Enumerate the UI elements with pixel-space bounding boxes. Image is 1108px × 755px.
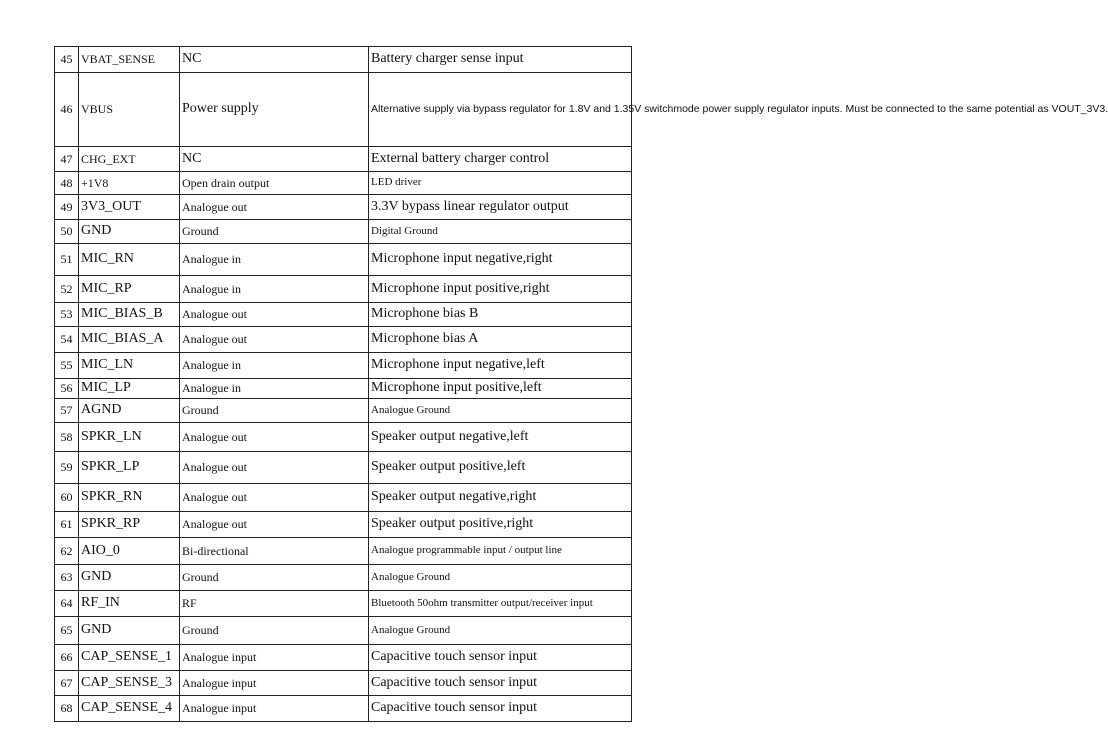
pin-type-cell: Analogue out <box>180 327 369 353</box>
pin-number-cell: 59 <box>55 452 79 484</box>
pin-table-body <box>55 47 1108 722</box>
pin-number-cell: 66 <box>55 645 79 671</box>
pin-type-cell: Analogue input <box>180 696 369 722</box>
table-row <box>55 276 632 303</box>
pin-type-cell: Analogue input <box>180 671 369 696</box>
pin-type-cell: Bi-directional <box>180 538 369 565</box>
pin-number-cell: 65 <box>55 617 79 645</box>
pin-number-cell: 45 <box>55 47 79 73</box>
pin-name-cell: SPKR_RP <box>79 512 180 538</box>
pin-number-cell: 60 <box>55 484 79 512</box>
pin-description-cell: Capacitive touch sensor input <box>369 696 632 722</box>
pin-name-cell: GND <box>79 617 180 645</box>
pin-description-cell: Microphone input negative,left <box>369 353 632 379</box>
pin-name-cell: GND <box>79 565 180 591</box>
table-row <box>55 617 632 645</box>
pin-number-cell: 64 <box>55 591 79 617</box>
pin-number-cell: 56 <box>55 379 79 399</box>
pin-name-cell: AIO_0 <box>79 538 180 565</box>
table-row <box>55 220 632 244</box>
pin-type-cell: Ground <box>180 565 369 591</box>
pin-type-cell: Analogue out <box>180 512 369 538</box>
pin-number-cell: 52 <box>55 276 79 303</box>
pin-description-cell: Analogue Ground <box>369 565 632 591</box>
table-row <box>55 423 632 452</box>
pin-type-cell: Power supply <box>180 73 369 147</box>
pin-number-cell: 51 <box>55 244 79 276</box>
pin-name-cell: MIC_LP <box>79 379 180 399</box>
pin-name-cell: CAP_SENSE_1 <box>79 645 180 671</box>
table-row <box>55 172 632 195</box>
table-row <box>55 591 632 617</box>
pin-description-cell: Alternative supply via bypass regulator for 1.8V and 1.35V switchmode power supply regulator inputs. Must be connected to the same potential as VOUT_3V3. <box>369 73 632 147</box>
table-row <box>55 327 632 353</box>
pin-name-cell: CHG_EXT <box>79 147 180 172</box>
pin-description-cell: Speaker output positive,right <box>369 512 632 538</box>
pin-description-cell: Microphone input positive,right <box>369 276 632 303</box>
pin-description-cell: Digital Ground <box>369 220 632 244</box>
pin-description-cell: Bluetooth 50ohm transmitter output/receiver input <box>369 591 632 617</box>
pin-description-cell: Analogue Ground <box>369 399 632 423</box>
pin-number-cell: 49 <box>55 195 79 220</box>
pin-type-cell: Analogue in <box>180 276 369 303</box>
pin-description-cell: Battery charger sense input <box>369 47 632 73</box>
pin-type-cell: Ground <box>180 399 369 423</box>
table-row <box>55 303 632 327</box>
pin-description-cell: Analogue Ground <box>369 617 632 645</box>
pin-description-cell: Microphone input negative,right <box>369 244 632 276</box>
pin-description-cell: Capacitive touch sensor input <box>369 671 632 696</box>
pin-number-cell: 54 <box>55 327 79 353</box>
pin-type-cell: Analogue out <box>180 423 369 452</box>
pin-description-cell: Speaker output negative,right <box>369 484 632 512</box>
pin-number-cell: 63 <box>55 565 79 591</box>
table-row <box>55 645 632 671</box>
pin-number-cell: 67 <box>55 671 79 696</box>
table-row <box>55 244 632 276</box>
pin-type-cell: Analogue out <box>180 303 369 327</box>
pin-number-cell: 58 <box>55 423 79 452</box>
pin-name-cell: VBAT_SENSE <box>79 47 180 73</box>
pin-type-cell: NC <box>180 47 369 73</box>
pin-type-cell: NC <box>180 147 369 172</box>
pin-name-cell: GND <box>79 220 180 244</box>
pin-type-cell: Analogue out <box>180 484 369 512</box>
table-row <box>55 484 632 512</box>
pin-name-cell: SPKR_LN <box>79 423 180 452</box>
pin-name-cell: 3V3_OUT <box>79 195 180 220</box>
table-row <box>55 47 632 73</box>
pin-number-cell: 46 <box>55 73 79 147</box>
pin-name-cell: MIC_RP <box>79 276 180 303</box>
pin-type-cell: Ground <box>180 220 369 244</box>
pin-type-cell: Analogue out <box>180 195 369 220</box>
pin-name-cell: MIC_BIAS_B <box>79 303 180 327</box>
pin-type-cell: Analogue out <box>180 452 369 484</box>
pin-name-cell: SPKR_RN <box>79 484 180 512</box>
pin-name-cell: AGND <box>79 399 180 423</box>
table-row <box>55 671 632 696</box>
table-row <box>55 512 632 538</box>
pin-type-cell: Open drain output <box>180 172 369 195</box>
table-row <box>55 538 632 565</box>
pin-description-cell: Microphone input positive,left <box>369 379 632 399</box>
table-row <box>55 353 632 379</box>
pin-description-cell: Speaker output negative,left <box>369 423 632 452</box>
pin-name-cell: CAP_SENSE_3 <box>79 671 180 696</box>
pin-number-cell: 68 <box>55 696 79 722</box>
table-row <box>55 147 632 172</box>
pin-type-cell: Analogue in <box>180 353 369 379</box>
pin-number-cell: 48 <box>55 172 79 195</box>
table-row <box>55 379 632 399</box>
pin-number-cell: 47 <box>55 147 79 172</box>
pin-description-cell: Analogue programmable input / output line <box>369 538 632 565</box>
pin-description-cell: Capacitive touch sensor input <box>369 645 632 671</box>
pin-description-cell: LED driver <box>369 172 632 195</box>
pin-type-cell: Analogue in <box>180 379 369 399</box>
pin-number-cell: 53 <box>55 303 79 327</box>
pin-type-cell: RF <box>180 591 369 617</box>
pin-name-cell: VBUS <box>79 73 180 147</box>
pin-type-cell: Analogue input <box>180 645 369 671</box>
pin-description-cell: Microphone bias B <box>369 303 632 327</box>
table-row <box>55 696 632 722</box>
table-row <box>55 195 632 220</box>
pin-name-cell: CAP_SENSE_4 <box>79 696 180 722</box>
table-row <box>55 452 632 484</box>
table-row <box>55 73 632 147</box>
pin-number-cell: 61 <box>55 512 79 538</box>
pin-description-cell: External battery charger control <box>369 147 632 172</box>
table-row <box>55 565 632 591</box>
pin-name-cell: RF_IN <box>79 591 180 617</box>
table-row <box>55 399 632 423</box>
pin-description-cell: Speaker output positive,left <box>369 452 632 484</box>
pin-table <box>54 46 1108 722</box>
pin-number-cell: 62 <box>55 538 79 565</box>
pin-name-cell: MIC_RN <box>79 244 180 276</box>
pin-type-cell: Ground <box>180 617 369 645</box>
pin-name-cell: MIC_BIAS_A <box>79 327 180 353</box>
pin-number-cell: 50 <box>55 220 79 244</box>
pin-number-cell: 57 <box>55 399 79 423</box>
pin-name-cell: SPKR_LP <box>79 452 180 484</box>
pin-description-cell: Microphone bias A <box>369 327 632 353</box>
pin-name-cell: MIC_LN <box>79 353 180 379</box>
pin-name-cell: +1V8 <box>79 172 180 195</box>
pin-type-cell: Analogue in <box>180 244 369 276</box>
pin-number-cell: 55 <box>55 353 79 379</box>
pin-description-cell: 3.3V bypass linear regulator output <box>369 195 632 220</box>
